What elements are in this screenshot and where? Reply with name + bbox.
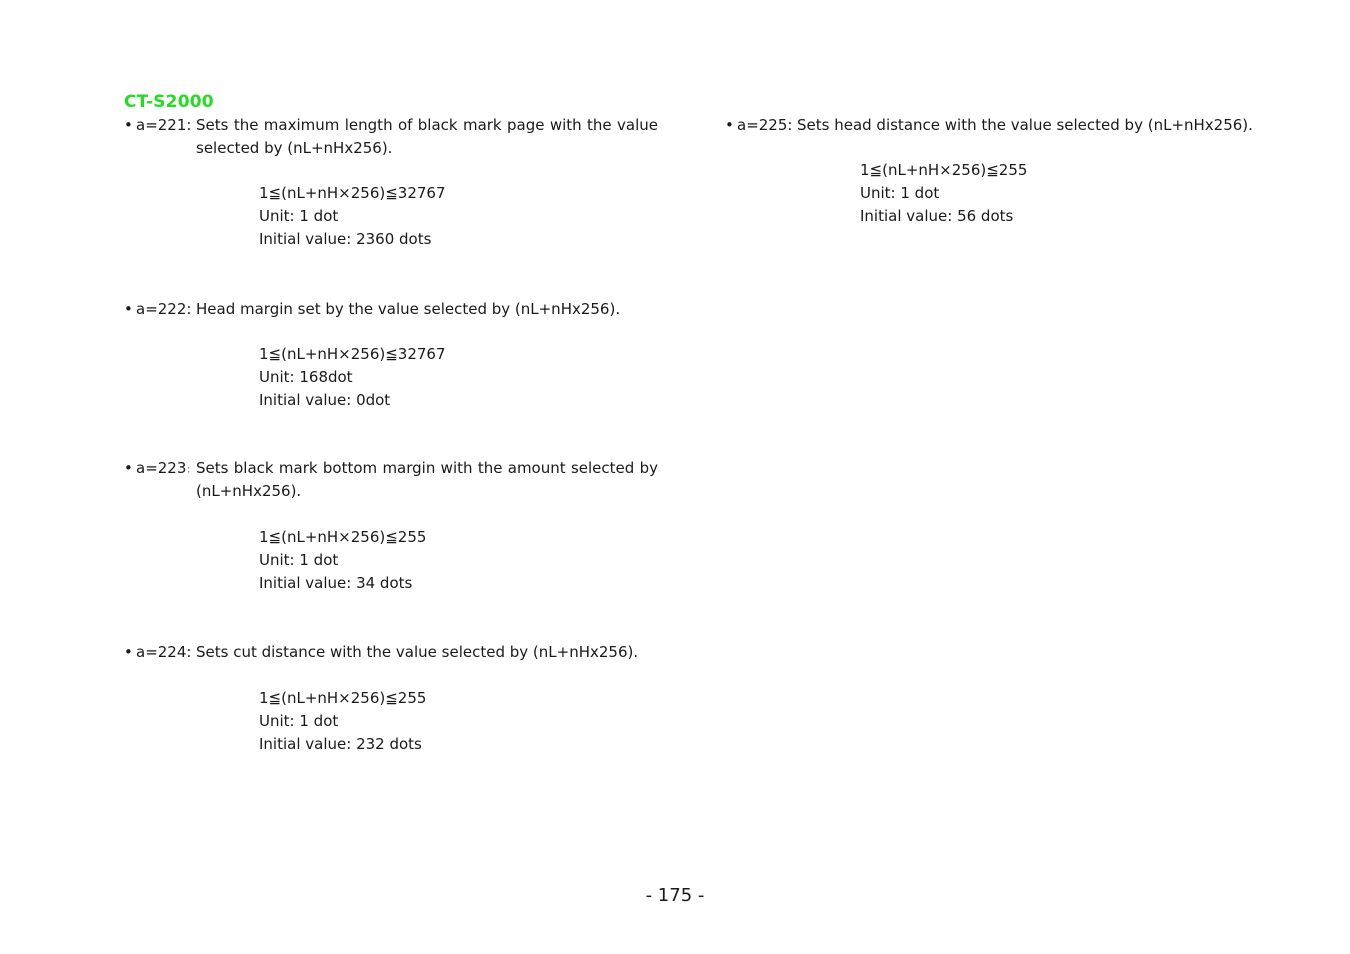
bullet: • [124,459,133,477]
entry-values-a223 [259,526,426,595]
entry-values-a224 [259,687,426,756]
entry-values-a222 [259,343,446,412]
value-range: 1≦(nL+nH×256)≦255 [259,528,427,546]
entry-label: a=224: [136,643,192,661]
bullet: • [124,300,133,318]
entry-label: a=222: [136,300,192,318]
entry-values-a225 [860,159,1027,228]
bullet: • [725,116,734,134]
entry-label: a=223： [136,459,197,477]
value-unit: Unit: 1 dot [259,551,339,569]
value-initial: Initial value: 2360 dots [259,230,432,248]
value-unit: Unit: 1 dot [860,184,940,202]
value-range: 1≦(nL+nH×256)≦32767 [259,184,446,202]
value-range: 1≦(nL+nH×256)≦255 [860,161,1028,179]
entry-label: a=225: [737,116,793,134]
entry-label: a=221: [136,116,192,134]
small-colon: ： [186,465,197,476]
bullet: • [124,643,133,661]
entry-description: Sets black mark bottom margin with the amount selected by (nL+nHx256). [196,459,658,500]
value-range: 1≦(nL+nH×256)≦32767 [259,345,446,363]
entry-description: Sets cut distance with the value selected by (nL+nHx256). [196,643,639,661]
value-initial: Initial value: 0dot [259,391,391,409]
entry-values-a221 [259,182,446,251]
bullet: • [124,116,133,134]
value-initial: Initial value: 232 dots [259,735,422,753]
page-number: - 175 - [645,885,705,906]
value-initial: Initial value: 56 dots [860,207,1014,225]
page-heading: CT-S2000 [124,92,214,112]
value-unit: Unit: 1 dot [259,207,339,225]
value-unit: Unit: 1 dot [259,712,339,730]
entry-description: Sets head distance with the value selected by (nL+nHx256). [797,116,1253,134]
value-unit: Unit: 168dot [259,368,353,386]
value-range: 1≦(nL+nH×256)≦255 [259,689,427,707]
entry-description: Sets the maximum length of black mark page with the value selected by (nL+nHx256). [196,116,658,157]
entry-description: Head margin set by the value selected by (nL+nHx256). [196,300,621,318]
value-initial: Initial value: 34 dots [259,574,413,592]
